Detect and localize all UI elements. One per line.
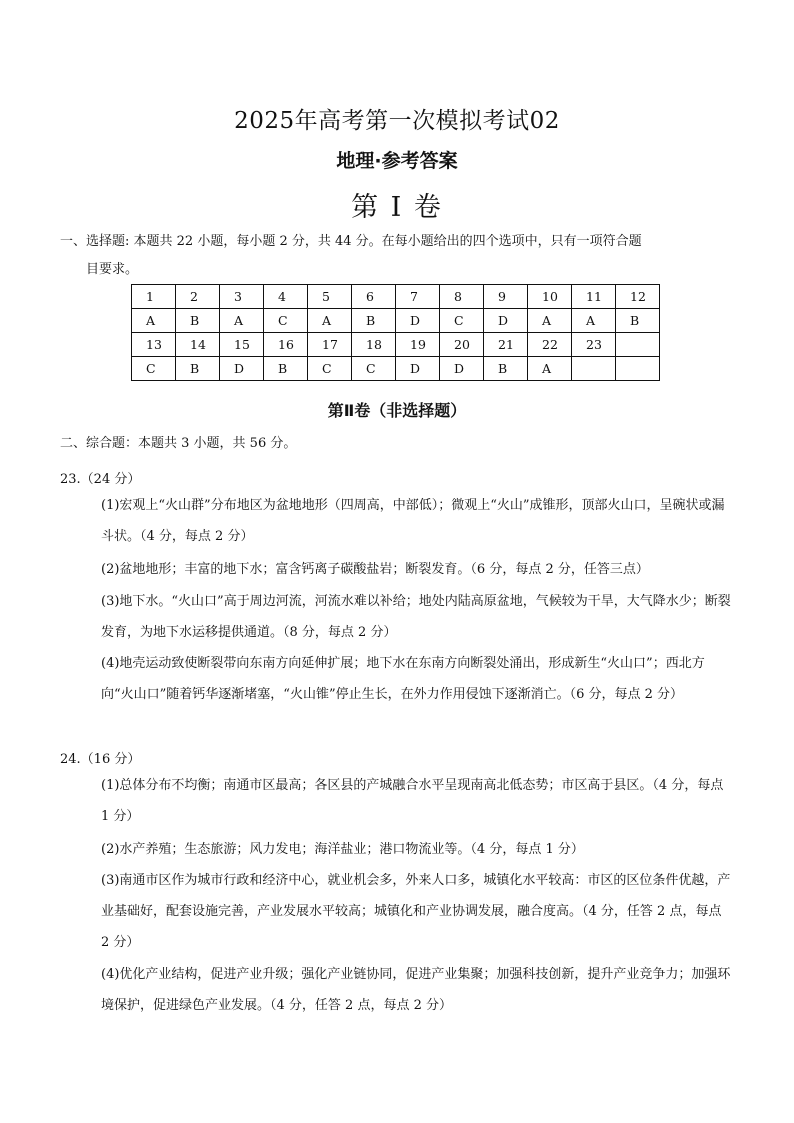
answer-cell: D: [484, 309, 528, 333]
question-number-cell: 23: [572, 333, 616, 357]
question-23-part2: (2)盆地地形；丰富的地下水；富含钙离子碳酸盐岩；断裂发育。（6 分，每点 2 分，任答三点）: [101, 562, 649, 577]
question-number-cell: 22: [528, 333, 572, 357]
answer-cell: B: [616, 309, 660, 333]
question-number-cell: 12: [616, 285, 660, 309]
question-24-part3: (3)南通市区作为城市行政和经济中心，就业机会多，外来人口多，城镇化水平较高：市区的区位条件优越，产业基础好，配套设施完善，产业发展水平较高；城镇化和产业协调发展，融合度高。（4 分，任答 2 点，每点 2 分）: [101, 873, 731, 950]
answer-table-number-row: [132, 333, 660, 357]
answer-cell: C: [308, 357, 352, 381]
answer-cell: D: [396, 357, 440, 381]
question-number-cell: 20: [440, 333, 484, 357]
answer-cell: [572, 357, 616, 381]
answer-cell: B: [264, 357, 308, 381]
question-number-cell: 10: [528, 285, 572, 309]
answer-table-number-row: [132, 285, 660, 309]
question-23-part4: (4)地壳运动致使断裂带向东南方向延伸扩展；地下水在东南方向断裂处涌出，形成新生“火山口”；西北方向“火山口”随着钙华逐渐堵塞，“火山锥”停止生长，在外力作用侵蚀下逐渐消亡。（6 分，每点 2 分）: [101, 656, 705, 702]
question-24-part2: (2)水产养殖；生态旅游；风力发电；海洋盐业；港口物流业等。（4 分，每点 1 分）: [101, 842, 584, 857]
question-number-cell: 11: [572, 285, 616, 309]
question-24-part1: (1)总体分布不均衡；南通市区最高；各区县的产城融合水平呈现南高北低态势；市区高于县区。（4 分，每点 1 分）: [101, 778, 724, 824]
answer-table-answer-row: [132, 357, 660, 381]
answer-cell: A: [220, 309, 264, 333]
section-one-line2: 目要求。: [86, 262, 139, 277]
question-number-cell: 14: [176, 333, 220, 357]
answer-cell: B: [352, 309, 396, 333]
question-23-label: 23.（24 分）: [60, 472, 141, 487]
question-number-cell: 18: [352, 333, 396, 357]
answer-cell: A: [308, 309, 352, 333]
section-two-header: 二、综合题：本题共 3 小题，共 56 分。: [60, 436, 297, 451]
question-number-cell: 2: [176, 285, 220, 309]
question-number-cell: 1: [132, 285, 176, 309]
question-number-cell: 9: [484, 285, 528, 309]
question-number-cell: 6: [352, 285, 396, 309]
answer-cell: [616, 357, 660, 381]
question-number-cell: 21: [484, 333, 528, 357]
exam-title: 2025年高考第一次模拟考试02: [234, 108, 560, 134]
section-one-line1: 一、选择题: 本题共 22 小题，每小题 2 分，共 44 分。在每小题给出的四个选项中，只有一项符合题: [60, 234, 642, 249]
question-number-cell: 15: [220, 333, 264, 357]
question-24-label: 24.（16 分）: [60, 752, 141, 767]
question-number-cell: [616, 333, 660, 357]
question-number-cell: 8: [440, 285, 484, 309]
answer-cell: D: [440, 357, 484, 381]
answer-cell: C: [352, 357, 396, 381]
question-number-cell: 3: [220, 285, 264, 309]
question-number-cell: 5: [308, 285, 352, 309]
volume-one-heading: 第 I 卷: [351, 192, 443, 223]
answer-table: [131, 284, 660, 381]
answer-cell: A: [528, 357, 572, 381]
answer-cell: A: [528, 309, 572, 333]
answer-cell: C: [132, 357, 176, 381]
volume-two-heading: 第Ⅱ卷（非选择题）: [327, 401, 467, 420]
answer-cell: D: [396, 309, 440, 333]
answer-table-answer-row: [132, 309, 660, 333]
answer-cell: C: [264, 309, 308, 333]
answer-cell: B: [176, 357, 220, 381]
answer-cell: B: [176, 309, 220, 333]
question-number-cell: 7: [396, 285, 440, 309]
question-24-part4: (4)优化产业结构，促进产业升级；强化产业链协同，促进产业集聚；加强科技创新，提升产业竞争力；加强环境保护，促进绿色产业发展。（4 分，任答 2 点，每点 2 分）: [101, 967, 731, 1013]
question-number-cell: 16: [264, 333, 308, 357]
answer-cell: D: [220, 357, 264, 381]
question-number-cell: 13: [132, 333, 176, 357]
question-23-part1: (1)宏观上“火山群”分布地区为盆地地形（四周高，中部低）；微观上“火山”成锥形，顶部火山口，呈碗状或漏斗状。（4 分，每点 2 分）: [101, 498, 725, 544]
exam-subtitle: 地理·参考答案: [336, 150, 458, 172]
answer-cell: C: [440, 309, 484, 333]
answer-cell: A: [132, 309, 176, 333]
question-number-cell: 17: [308, 333, 352, 357]
question-number-cell: 4: [264, 285, 308, 309]
question-number-cell: 19: [396, 333, 440, 357]
answer-cell: A: [572, 309, 616, 333]
answer-cell: B: [484, 357, 528, 381]
section-one-instructions: [60, 228, 740, 284]
question-23-part3: (3)地下水。“火山口”高于周边河流，河流水难以补给；地处内陆高原盆地，气候较为干旱，大气降水少；断裂发育，为地下水运移提供通道。（8 分，每点 2 分）: [101, 594, 731, 640]
